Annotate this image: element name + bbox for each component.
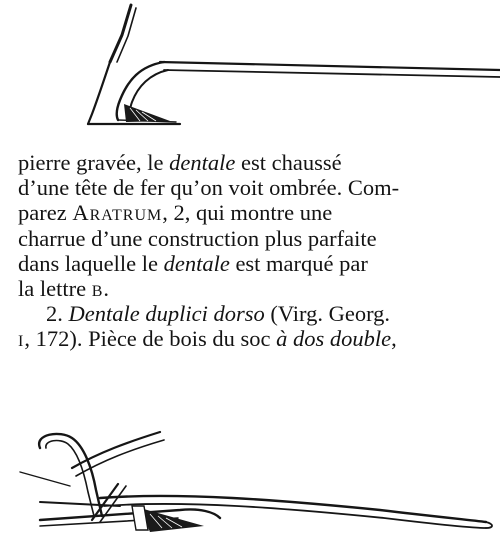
text-line: la lettre b.: [18, 275, 110, 301]
text-line: i, 172). Pièce de bois du soc à dos double,: [18, 326, 397, 352]
text-line: charrue d’une construction plus parfaite: [18, 225, 377, 251]
text-line: dans laquelle le dentale est marqué par: [18, 250, 368, 276]
text-line: d’une tête de fer qu’on voit ombrée. Com-: [18, 175, 400, 201]
text-line: parez Aratrum, 2, qui montre une: [18, 200, 333, 226]
cross-reference: Aratrum: [72, 200, 163, 226]
plough-share-illustration: [0, 0, 500, 148]
text-line: pierre gravée, le dentale est chaussé: [18, 150, 342, 175]
double-backed-plough-illustration: [0, 428, 500, 556]
text-line: 2. Dentale duplici dorso (Virg. Georg.: [46, 301, 391, 327]
entry-text: [18, 150, 500, 352]
